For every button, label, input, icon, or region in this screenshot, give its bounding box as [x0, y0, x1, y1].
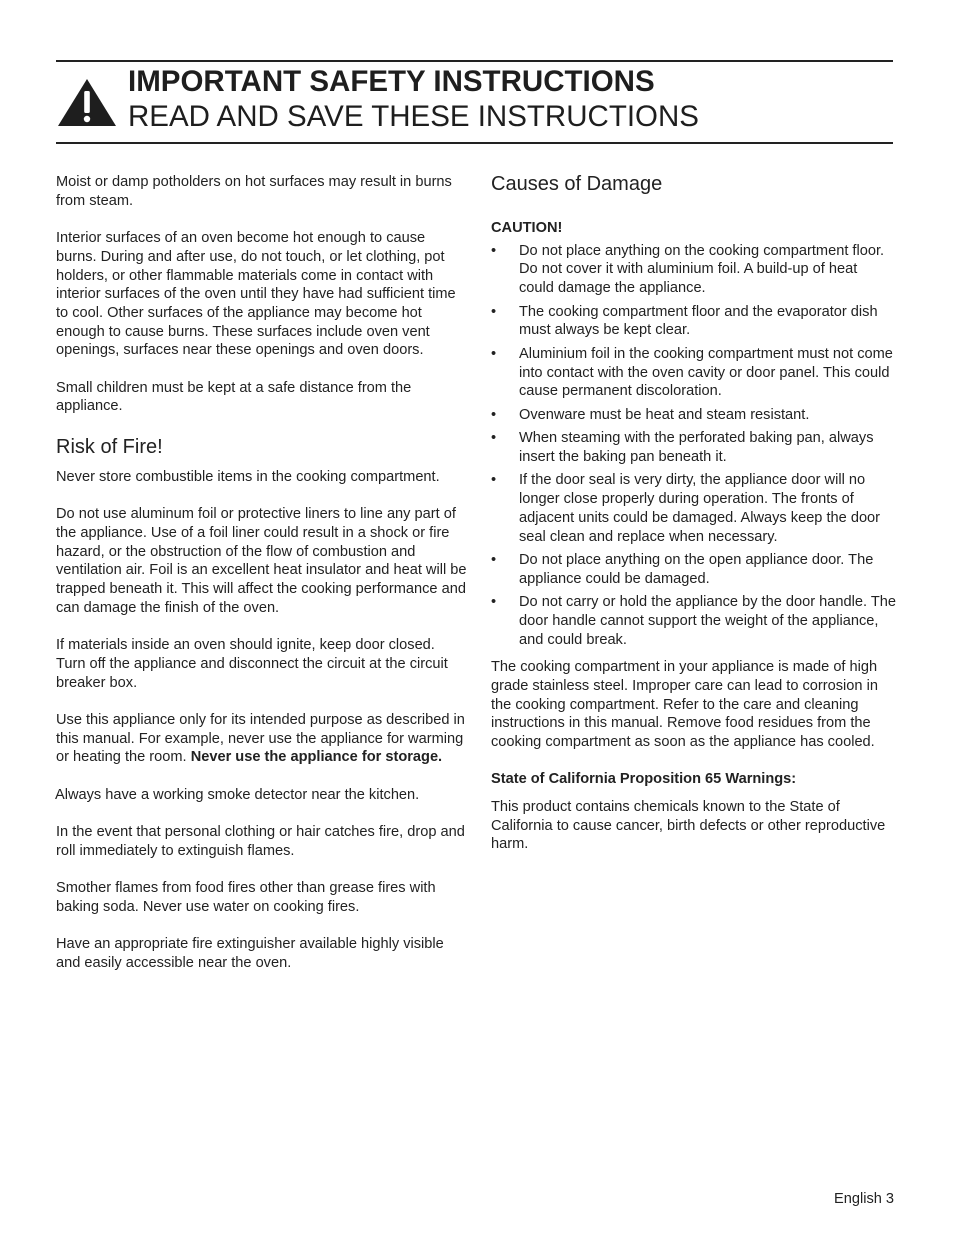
- heading-risk-of-fire: Risk of Fire!: [56, 435, 163, 458]
- prop65-text: This product contains chemicals known to the State of California to cause cancer, birth defects or other reproductive harm.: [491, 799, 886, 853]
- paragraph-smother-flames: Smother flames from food fires other than grease fires with baking soda. Never use water on cooking fires.: [56, 880, 436, 915]
- list-item: • The cooking compartment floor and the evaporator dish must always be kept clear.: [491, 303, 896, 340]
- prop65-heading: State of California Proposition 65 Warnings:: [491, 771, 797, 788]
- title-read-and-save: READ AND SAVE THESE INSTRUCTIONS: [128, 100, 699, 133]
- caution-label: CAUTION!: [491, 220, 563, 236]
- paragraph-combustible: Never store combustible items in the cooking compartment.: [56, 468, 440, 485]
- list-item: • When steaming with the perforated baking pan, always insert the baking pan beneath it.: [491, 429, 896, 466]
- intended-purpose-text: Use this appliance only for its intended purpose as described in this manual. For example, never use the appliance for warming or heating the room.: [56, 711, 465, 766]
- heading-causes-of-damage: Causes of Damage: [491, 173, 663, 195]
- paragraph-children: Small children must be kept at a safe distance from the appliance.: [56, 379, 412, 415]
- intended-purpose-bold: Never use the appliance for storage.: [190, 749, 443, 766]
- paragraph-ignite: If materials inside an oven should ignite, keep door closed. Turn off the appliance and disconnect the circuit at the circuit breaker box.: [56, 637, 448, 691]
- paragraph-intended-purpose: [56, 711, 468, 767]
- paragraph-potholders: Moist or damp potholders on hot surfaces may result in burns from steam.: [56, 174, 452, 209]
- caution-list: [491, 242, 896, 650]
- paragraph-interior-surfaces: Interior surfaces of an oven become hot enough to cause burns. During and after use, do not touch, or let clothing, pot holders, or other flammable materials come in contact with interior surfaces of the oven until they have had sufficient time to cool. Other surfaces of the appliance may become hot enough to cause burns. These surfaces include oven vent openings, surfaces near these openings and oven doors.: [56, 230, 456, 359]
- list-item: • Do not carry or hold the appliance by the door handle. The door handle cannot support the weight of the appliance, and could break.: [491, 593, 896, 649]
- warning-triangle-icon: [57, 77, 117, 127]
- paragraph-smoke-detector: Always have a working smoke detector near the kitchen.: [55, 786, 420, 803]
- list-item: • If the door seal is very dirty, the appliance door will no longer close properly during operation. The fronts of adjacent units could be damaged. Always keep the door seal clean and replace when necessary.: [491, 471, 896, 546]
- title-important-safety: IMPORTANT SAFETY INSTRUCTIONS: [128, 65, 655, 98]
- list-item: • Do not place anything on the open appliance door. The appliance could be damaged.: [491, 551, 896, 588]
- paragraph-extinguisher: Have an appropriate fire extinguisher available highly visible and easily accessible near the oven.: [56, 936, 444, 971]
- left-column: [56, 173, 468, 991]
- right-column: [491, 170, 896, 873]
- page-number: English 3: [834, 1191, 895, 1207]
- list-item: • Do not place anything on the cooking compartment floor. Do not cover it with aluminium foil. A build-up of heat could damage the appliance.: [491, 242, 896, 298]
- list-item: • Ovenware must be heat and steam resistant.: [491, 406, 896, 425]
- paragraph-clothing-fire: In the event that personal clothing or hair catches fire, drop and roll immediately to extinguish flames.: [56, 824, 465, 859]
- safety-header: [56, 60, 893, 144]
- paragraph-stainless-steel: The cooking compartment in your appliance is made of high grade stainless steel. Improper care can lead to corrosion in the cooking compartment. Refer to the care and cleaning instructions in this manual. Remove food residues from the cooking compartment as soon as the appliance has cooled.: [491, 659, 878, 751]
- paragraph-aluminum-foil: Do not use aluminum foil or protective liners to line any part of the appliance. Use of a foil liner could result in a shock or fire hazard, or the obstruction of the flow of combustion and ventilation air. Foil is an excellent heat insulator and heat will be trapped beneath it. This will affect the cooking performance and can damage the finish of the oven.: [56, 506, 467, 616]
- list-item: • Aluminium foil in the cooking compartment must not come into contact with the oven cavity or door panel. This could cause permanent discoloration.: [491, 345, 896, 401]
